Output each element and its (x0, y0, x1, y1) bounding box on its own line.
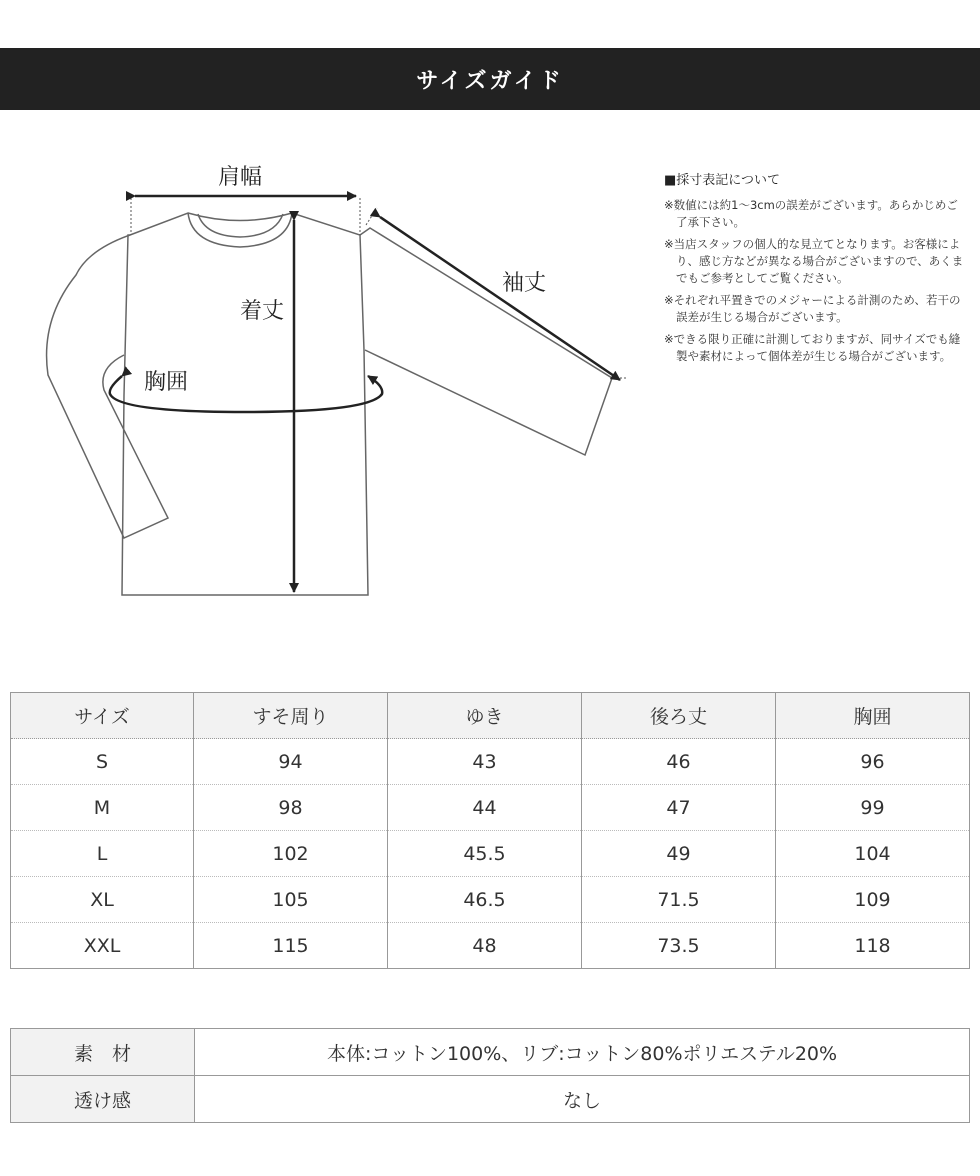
column-header: 胸囲 (776, 693, 970, 739)
transparency-label: 透け感 (11, 1076, 195, 1123)
sleeve-label: 袖丈 (501, 271, 547, 296)
table-row (11, 1076, 970, 1123)
column-header: サイズ (11, 693, 194, 739)
table-cell: M (11, 785, 194, 831)
note-item: ※当店スタッフの個人的な見立てとなります。お客様により、感じ方などが異なる場合がございますので、あくまでもご参考としてご覧ください。 (664, 237, 964, 285)
table-cell: 98 (194, 785, 388, 831)
table-cell: 102 (194, 831, 388, 877)
table-cell: 73.5 (582, 923, 776, 969)
material-value: 本体:コットン100%、リブ:コットン80%ポリエステル20% (195, 1029, 970, 1076)
column-header: 後ろ丈 (582, 693, 776, 739)
table-cell: 71.5 (582, 877, 776, 923)
table-cell: 48 (388, 923, 582, 969)
table-cell: 115 (194, 923, 388, 969)
table-row (11, 831, 970, 877)
column-header: ゆき (388, 693, 582, 739)
notes-title: ■採寸表記について (664, 173, 781, 188)
table-row (11, 785, 970, 831)
table-cell: S (11, 739, 194, 785)
length-label: 着丈 (239, 299, 285, 324)
transparency-value: なし (195, 1076, 970, 1123)
table-cell: XXL (11, 923, 194, 969)
table-cell: 46.5 (388, 877, 582, 923)
table-cell: 104 (776, 831, 970, 877)
table-row (11, 923, 970, 969)
table-cell: 44 (388, 785, 582, 831)
table-cell: 47 (582, 785, 776, 831)
table-row (11, 1029, 970, 1076)
table-cell: 96 (776, 739, 970, 785)
note-item: ※数値には約1〜3cmの誤差がございます。あらかじめご了承下さい。 (664, 198, 958, 229)
table-cell: 45.5 (388, 831, 582, 877)
table-cell: 46 (582, 739, 776, 785)
note-item: ※それぞれ平置きでのメジャーによる計測のため、若干の誤差が生じる場合がございます。 (664, 293, 961, 324)
table-header-row (11, 693, 970, 739)
table-cell: XL (11, 877, 194, 923)
table-cell: 99 (776, 785, 970, 831)
column-header: すそ周り (194, 693, 388, 739)
measurement-notes (664, 172, 964, 370)
table-cell: 43 (388, 739, 582, 785)
page-title: サイズガイド (416, 68, 564, 94)
table-cell: 94 (194, 739, 388, 785)
table-cell: L (11, 831, 194, 877)
page-header (0, 48, 980, 110)
material-table (10, 1028, 970, 1123)
shoulder-label: 肩幅 (217, 165, 263, 190)
shoulder-measure (131, 196, 360, 235)
material-label: 素 材 (11, 1029, 195, 1076)
table-row (11, 739, 970, 785)
sleeve-measure (366, 208, 626, 380)
table-cell: 118 (776, 923, 970, 969)
table-cell: 105 (194, 877, 388, 923)
shirt-diagram (0, 150, 640, 610)
table-cell: 49 (582, 831, 776, 877)
note-item: ※できる限り正確に計測しておりますが、同サイズでも縫製や素材によって個体差が生じる場合がございます。 (664, 332, 961, 363)
chest-label: 胸囲 (143, 370, 189, 395)
size-table (10, 692, 970, 969)
table-row (11, 877, 970, 923)
table-cell: 109 (776, 877, 970, 923)
shirt-diagram-svg (0, 150, 640, 610)
